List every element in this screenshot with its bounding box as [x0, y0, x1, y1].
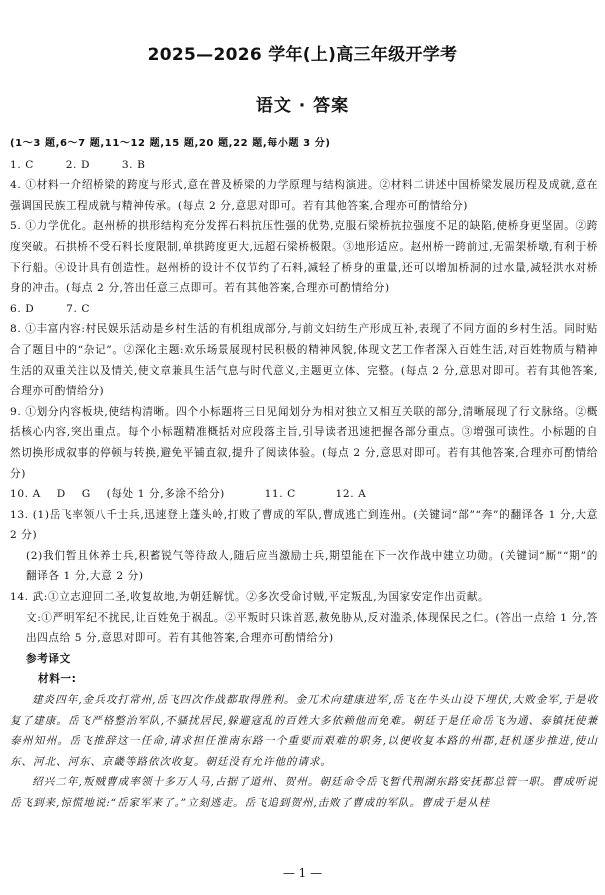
reference-heading: 参考译文 — [26, 652, 71, 665]
answer-q13-1: 13. (1)岳飞率领八千士兵,迅速登上蓬头岭,打败了曹成的军队,曹成逃亡到连州。(关键词“部”“奔”的翻译各 1 分,大意 2 分) — [10, 508, 598, 542]
page-subtitle: 语文 · 答案 — [255, 96, 350, 116]
answer-q6-7: 6. D 7. C — [10, 302, 91, 315]
material-label: 材料一: — [38, 673, 77, 686]
answer-q14-b: 文:①严明军纪不扰民,让百姓免于祸乱。②平叛时只诛首恶,赦免胁从,反对滥杀,体现保民之仁。(答出一点给 1 分,答出四点给 5 分,意思对即可。若有其他答案,合理亦可酌情给分) — [26, 611, 598, 645]
translation-paragraph: 绍兴二年,叛贼曹成率领十多万人马,占据了道州、贺州。朝廷命令岳飞暂代荆湖东路安抚都总管一职。曹成听说岳飞到来,惊慌地说:“岳家军来了。”立刻逃走。岳飞追到贺州,击败了曹成的军队。曹成于是从桂 — [10, 776, 598, 809]
translation-paragraph: 建炎四年,金兵攻打常州,岳飞四次作战都取得胜利。金兀术向建康进军,岳飞在牛头山设下埋伏,大败金军,于是收复了建康。岳飞严格整治军队,不骚扰居民,躲避寇乱的百姓大多依赖他而免难。朝廷于是任命岳飞为通、泰镇抚使兼泰州知州。岳飞推辞这一任命,请求担任淮南东路一个重要而艰难的职务,以便收复本路的州郡,赶机逐步推进,使山东、河北、河东、京畿等路依次收复。朝廷没有允许他的请求。 — [10, 694, 598, 768]
answer-q8: 8. ①丰富内容:村民娱乐活动是乡村生活的有机组成部分,与前文妇纺生产形成互补,表现了不同方面的乡村生活。同时贴合了题目中的“杂记”。②深化主题:欢乐场景展现村民积极的精神风貌,体现文艺工作者深入百姓生活,对百姓物质与精神生活的双重关注以及情关,使文章兼具生活气息与时代意义,主题更立体、完整。(每点 2 分,意思对即可。若有其他答案,合理亦可酌情给分) — [10, 323, 598, 398]
scoring-note: (1～3 题,6～7 题,11～12 题,15 题,20 题,22 题,每小题 3 分) — [10, 138, 331, 149]
page-title: 2025—2026 学年(上)高三年级开学考 — [147, 45, 458, 65]
page-number: — 1 — — [282, 866, 323, 880]
answer-q14-a: 14. 武:①立志迎回二圣,收复故地,为朝廷解忧。②多次受命讨贼,平定叛乱,为国家安定作出贡献。 — [10, 591, 490, 604]
answer-q4: 4. ①材料一介绍桥梁的跨度与形式,意在普及桥梁的力学原理与结构演进。②材料二讲述中国桥梁发展历程及成就,意在强调国民族工程成就与精神传承。(每点 2 分,意思对即可。若有其他答案,合理亦可酌情给分) — [10, 179, 598, 212]
answer-q10-12: 10. A D G (每处 1 分,多涂不给分) 11. C 12. A — [10, 488, 367, 501]
answer-q9: 9. ①划分内容板块,使结构清晰。四个小标题将三日见闻划分为相对独立又相互关联的部分,清晰展现了行文脉络。②概括核心内容,突出重点。每个小标题精准概括对应段落主旨,引导读者迅速把握各部分重点。③增强可读性。小标题的自然切换形成叙事的停顿与转换,避免平铺直叙,提升了阅读体验。(每点 2 分,意思对即可。若有其他答案,合理亦可酌情给分) — [10, 405, 598, 480]
answer-q1-3: 1. C 2. D 3. B — [10, 158, 146, 171]
answer-body — [10, 134, 598, 814]
answer-q13-2: (2)我们暂且休养士兵,积蓄锐气等待敌人,随后应当激励士兵,期望能在下一次作战中建立功勋。(关键词“厮”“期”的翻译各 1 分,大意 2 分) — [26, 549, 598, 583]
answer-q5: 5. ①力学优化。赵州桥的拱形结构充分发挥石料抗压性强的优势,克服石梁桥抗拉强度不足的缺陷,使桥身更坚固。②跨度突破。石拱桥不受石料长度限制,单拱跨度更大,远超石梁桥极限。③地形适应。赵州桥一跨前过,无需架桥墩,有利于桥下行船。④设计具有创造性。赵州桥的设计不仅节约了石料,减轻了桥身的重量,还可以增加桥洞的过水量,减轻洪水对桥身的冲击。(每点 2 分,答出任意三点即可。若有其他答案,合理亦可酌情给分) — [10, 220, 598, 295]
